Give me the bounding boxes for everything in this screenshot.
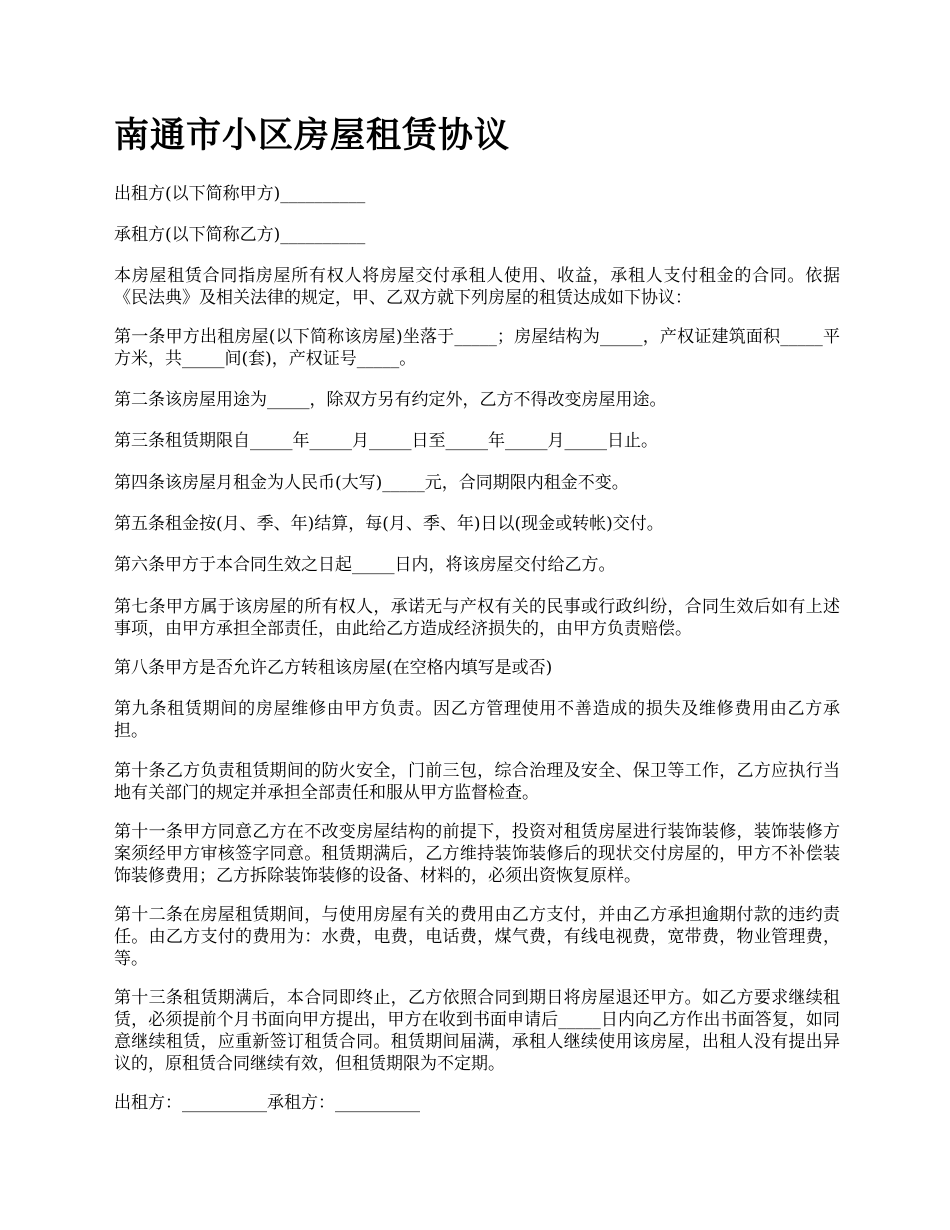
article-13: 第十三条租赁期满后，本合同即终止，乙方依照合同到期日将房屋退还甲方。如乙方要求继续租赁，必须提前个月书面向甲方提出，甲方在收到书面申请后_____日内向乙方作出书面答复，如同意继续租赁，应重新签订租赁合同。租赁期间届满，承租人继续使用该房屋，出租人没有提出异议的，原租赁合同继续有效，但租赁期限为不定期。 (114, 988, 840, 1074)
article-2: 第二条该房屋用途为_____，除双方另有约定外，乙方不得改变房屋用途。 (114, 390, 667, 410)
article-8: 第八条甲方是否允许乙方转租该房屋(在空格内填写是或否) (114, 658, 553, 678)
article-3: 第三条租赁期限自_____年_____月_____日至_____年_____月_____日止。 (114, 431, 658, 451)
article-5: 第五条租金按(月、季、年)结算，每(月、季、年)日以(现金或转帐)交付。 (114, 514, 664, 534)
article-7: 第七条甲方属于该房屋的所有权人，承诺无与产权有关的民事或行政纠纷，合同生效后如有上述事项，由甲方承担全部责任，由此给乙方造成经济损失的，由甲方负责赔偿。 (114, 597, 840, 639)
lessee-line: 承租方(以下简称乙方)__________ (114, 225, 366, 245)
article-9: 第九条租赁期间的房屋维修由甲方负责。因乙方管理使用不善造成的损失及维修费用由乙方承担。 (114, 699, 840, 741)
document-title: 南通市小区房屋租赁协议 (114, 116, 511, 156)
article-4: 第四条该房屋月租金为人民币(大写)_____元，合同期限内租金不变。 (114, 473, 629, 493)
signature-line: 出租方：__________承租方：__________ (114, 1093, 420, 1113)
article-10: 第十条乙方负责租赁期间的防火安全，门前三包，综合治理及安全、保卫等工作，乙方应执行当地有关部门的规定并承担全部责任和服从甲方监督检查。 (114, 761, 840, 803)
article-6: 第六条甲方于本合同生效之日起_____日内，将该房屋交付给乙方。 (114, 555, 616, 575)
article-12: 第十二条在房屋租赁期间，与使用房屋有关的费用由乙方支付，并由乙方承担逾期付款的违约责任。由乙方支付的费用为：水费，电费，电话费，煤气费，有线电视费，宽带费，物业管理费，等。 (114, 905, 840, 969)
article-1: 第一条甲方出租房屋(以下简称该房屋)坐落于_____；房屋结构为_____，产权证建筑面积_____平方米，共_____间(套)，产权证号_____。 (114, 327, 840, 369)
article-11: 第十一条甲方同意乙方在不改变房屋结构的前提下，投资对租赁房屋进行装饰装修，装饰装修方案须经甲方审核签字同意。租赁期满后，乙方维持装饰装修后的现状交付房屋的，甲方不补偿装饰装修费用；乙方拆除装饰装修的设备、材料的，必须出资恢复原样。 (114, 822, 840, 886)
lessor-line: 出租方(以下简称甲方)__________ (114, 184, 366, 204)
contract-intro: 本房屋租赁合同指房屋所有权人将房屋交付承租人使用、收益，承租人支付租金的合同。依据《民法典》及相关法律的规定，甲、乙双方就下列房屋的租赁达成如下协议： (114, 266, 840, 308)
